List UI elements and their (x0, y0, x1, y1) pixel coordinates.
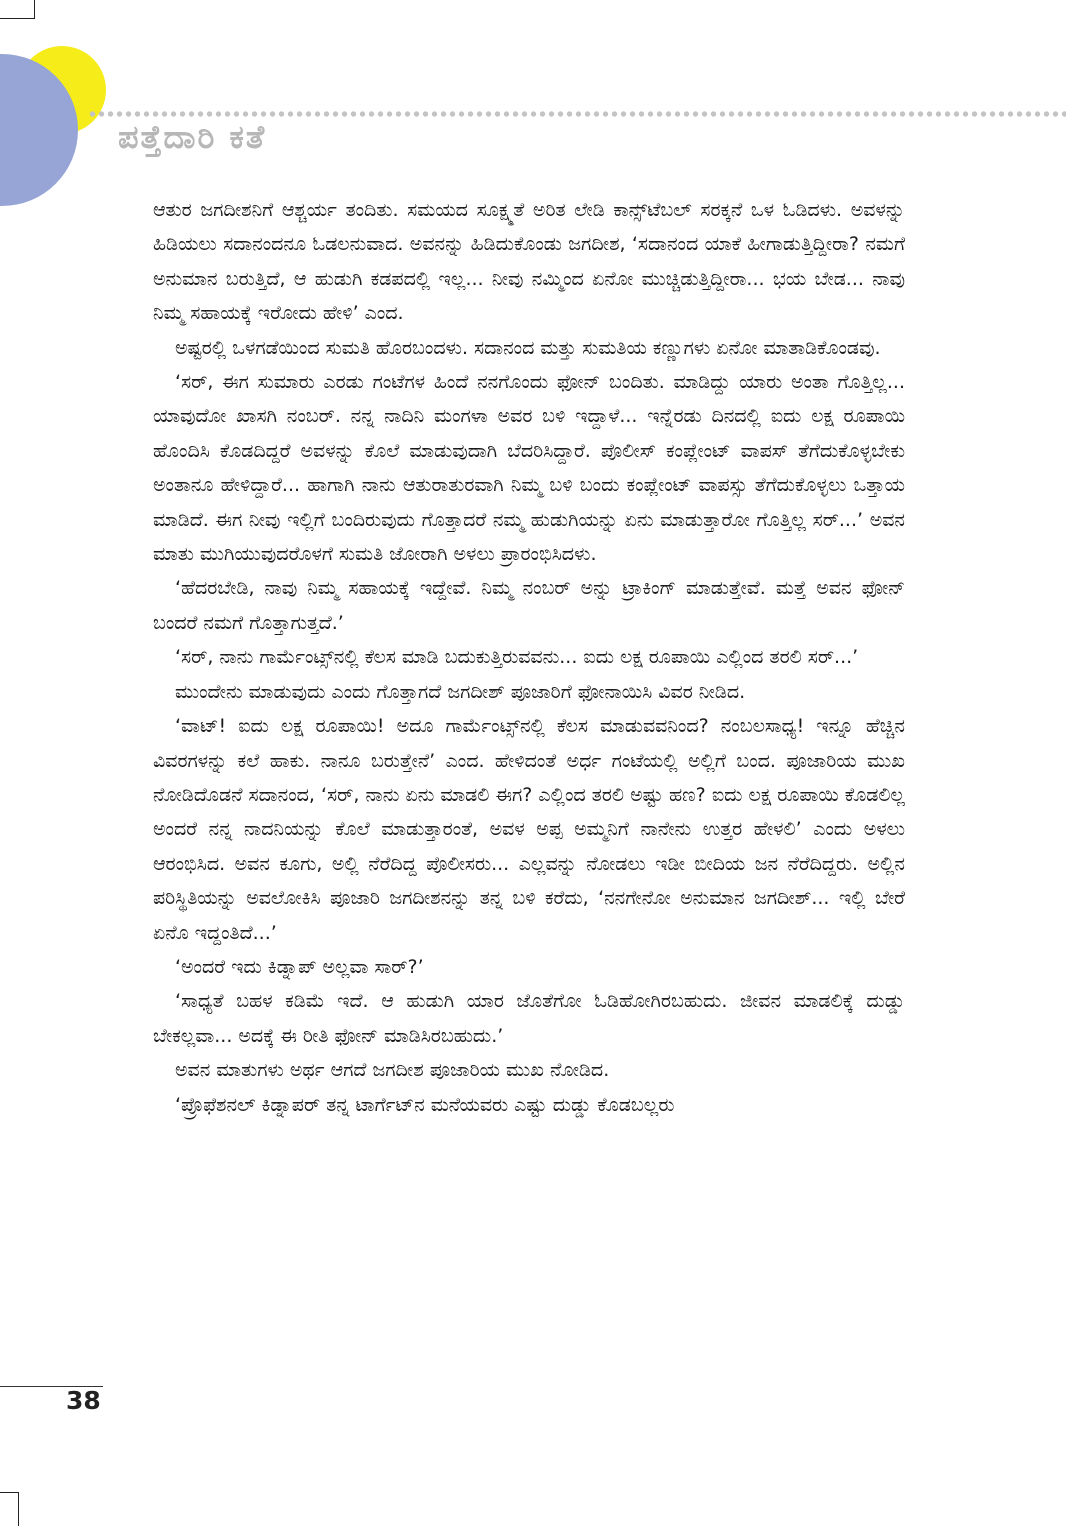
page-number: 38 (66, 1386, 101, 1415)
paragraph: ಆತುರ ಜಗದೀಶನಿಗೆ ಆಶ್ಚರ್ಯ ತಂದಿತು. ಸಮಯದ ಸೂಕ್ಷ್ಮತೆ ಅರಿತ ಲೇಡಿ ಕಾನ್ಸ್‌ಟೆಬಲ್ ಸರಕ್ಕನೆ ಒಳ ಓಡಿದಳು. ಅವಳನ್ನು ಹಿಡಿಯಲು ಸದಾನಂದನೂ ಓಡಲನುವಾದ. ಅವನನ್ನು ಹಿಡಿದುಕೊಂಡು ಜಗದೀಶ, ‘ಸದಾನಂದ ಯಾಕೆ ಹೀಗಾಡುತ್ತಿದ್ದೀರಾ? ನಮಗೆ ಅನುಮಾನ ಬರುತ್ತಿದೆ, ಆ ಹುಡುಗಿ ಕಡಪದಲ್ಲಿ ಇಲ್ಲ... ನೀವು ನಮ್ಮಿಂದ ಏನೋ ಮುಚ್ಚಿಡುತ್ತಿದ್ದೀರಾ... ಭಯ ಬೇಡ... ನಾವು ನಿಮ್ಮ ಸಹಾಯಕ್ಕೆ ಇರೋದು ಹೇಳಿ’ ಎಂದ. (153, 199, 905, 325)
paragraph: ‘ಸಾಧ್ಯತೆ ಬಹಳ ಕಡಿಮೆ ಇದೆ. ಆ ಹುಡುಗಿ ಯಾರ ಜೊತೆಗೋ ಓಡಿಹೋಗಿರಬಹುದು. ಜೀವನ ಮಾಡಲಿಕ್ಕೆ ದುಡ್ಡು ಬೇಕಲ್ಲವಾ... ಅದಕ್ಕೆ ಈ ರೀತಿ ಫೋನ್ ಮಾಡಿಸಿರಬಹುದು.’ (153, 990, 905, 1047)
paragraph: ‘ಅಂದರೆ ಇದು ಕಿಡ್ನಾಪ್ ಅಲ್ಲವಾ ಸಾರ್?’ (175, 955, 424, 978)
paragraph: ಮುಂದೇನು ಮಾಡುವುದು ಎಂದು ಗೊತ್ತಾಗದೆ ಜಗದೀಶ್ ಪೂಜಾರಿಗೆ ಫೋನಾಯಿಸಿ ವಿವರ ನೀಡಿದ. (175, 680, 746, 703)
crop-mark-bottom-left (0, 1492, 19, 1526)
paragraph: ‘ಸರ್, ಈಗ ಸುಮಾರು ಎರಡು ಗಂಟೆಗಳ ಹಿಂದೆ ನನಗೊಂದು ಫೋನ್ ಬಂದಿತು. ಮಾಡಿದ್ದು ಯಾರು ಅಂತಾ ಗೊತ್ತಿಲ್ಲ... ಯಾವುದೋ ಖಾಸಗಿ ನಂಬರ್. ನನ್ನ ನಾದಿನಿ ಮಂಗಳಾ ಅವರ ಬಳಿ ಇದ್ದಾಳೆ... ಇನ್ನೆರಡು ದಿನದಲ್ಲಿ ಐದು ಲಕ್ಷ ರೂಪಾಯಿ ಹೊಂದಿಸಿ ಕೊಡದಿದ್ದರೆ ಅವಳನ್ನು ಕೊಲೆ ಮಾಡುವುದಾಗಿ ಬೆದರಿಸಿದ್ದಾರೆ. ಪೊಲೀಸ್ ಕಂಪ್ಲೇಂಟ್ ವಾಪಸ್ ತೆಗೆದುಕೊಳ್ಳಬೇಕು ಅಂತಾನೂ ಹೇಳಿದ್ದಾರೆ... ಹಾಗಾಗಿ ನಾನು ಆತುರಾತುರವಾಗಿ ನಿಮ್ಮ ಬಳಿ ಬಂದು ಕಂಪ್ಲೇಂಟ್ ವಾಪಸ್ಸು ತೆಗೆದುಕೊಳ್ಳಲು ಒತ್ತಾಯ ಮಾಡಿದೆ. ಈಗ ನೀವು ಇಲ್ಲಿಗೆ ಬಂದಿರುವುದು ಗೊತ್ತಾದರೆ ನಮ್ಮ ಹುಡುಗಿಯನ್ನು ಏನು ಮಾಡುತ್ತಾರೋ ಗೊತ್ತಿಲ್ಲ ಸರ್...’ ಅವನ ಮಾತು ಮುಗಿಯುವುದರೊಳಗೆ ಸುಮತಿ ಜೋರಾಗಿ ಅಳಲು ಪ್ರಾರಂಭಿಸಿದಳು. (153, 371, 905, 566)
paragraph: ಅಷ್ಟರಲ್ಲಿ ಒಳಗಡೆಯಿಂದ ಸುಮತಿ ಹೊರಬಂದಳು. ಸದಾನಂದ ಮತ್ತು ಸುಮತಿಯ ಕಣ್ಣುಗಳು ಏನೋ ಮಾತಾಡಿಕೊಂಡವು. (175, 336, 881, 359)
crop-mark-top-left (0, 0, 35, 19)
paragraph: ‘ಪ್ರೊಫೆಶನಲ್ ಕಿಡ್ನಾಪರ್ ತನ್ನ ಟಾರ್ಗೆಟ್‌ನ ಮನೆಯವರು ಎಷ್ಟು ದುಡ್ಡು ಕೊಡಬಲ್ಲರು (175, 1093, 675, 1116)
paragraph: ‘ಸರ್, ನಾನು ಗಾರ್ಮೆಂಟ್ಸ್‌ನಲ್ಲಿ ಕೆಲಸ ಮಾಡಿ ಬದುಕುತ್ತಿರುವವನು... ಐದು ಲಕ್ಷ ರೂಪಾಯಿ ಎಲ್ಲಿಂದ ತರಲಿ ಸರ್...’ (175, 646, 859, 669)
article-body (153, 193, 905, 1122)
paragraph: ‘ಹೆದರಬೇಡಿ, ನಾವು ನಿಮ್ಮ ಸಹಾಯಕ್ಕೆ ಇದ್ದೇವೆ. ನಿಮ್ಮ ನಂಬರ್ ಅನ್ನು ಟ್ರಾಕಿಂಗ್ ಮಾಡುತ್ತೇವೆ. ಮತ್ತೆ ಅವನ ಫೋನ್ ಬಂದರೆ ನಮಗೆ ಗೊತ್ತಾಗುತ್ತದೆ.’ (153, 577, 905, 634)
section-title: ಪತ್ತೆದಾರಿ ಕತೆ (118, 118, 267, 156)
dotted-header-rule (88, 110, 1066, 118)
paragraph: ಅವನ ಮಾತುಗಳು ಅರ್ಥ ಆಗದೆ ಜಗದೀಶ ಪೂಜಾರಿಯ ಮುಖ ನೋಡಿದ. (175, 1059, 610, 1082)
paragraph: ‘ವಾಟ್! ಐದು ಲಕ್ಷ ರೂಪಾಯಿ! ಅದೂ ಗಾರ್ಮೆಂಟ್ಸ್‌ನಲ್ಲಿ ಕೆಲಸ ಮಾಡುವವನಿಂದ? ನಂಬಲಸಾಧ್ಯ! ಇನ್ನೂ ಹೆಚ್ಚಿನ ವಿವರಗಳನ್ನು ಕಲೆ ಹಾಕು. ನಾನೂ ಬರುತ್ತೇನೆ’ ಎಂದ. ಹೇಳಿದಂತೆ ಅರ್ಧ ಗಂಟೆಯಲ್ಲಿ ಅಲ್ಲಿಗೆ ಬಂದ. ಪೂಜಾರಿಯ ಮುಖ ನೋಡಿದೊಡನೆ ಸದಾನಂದ, ‘ಸರ್, ನಾನು ಏನು ಮಾಡಲಿ ಈಗ? ಎಲ್ಲಿಂದ ತರಲಿ ಅಷ್ಟು ಹಣ? ಐದು ಲಕ್ಷ ರೂಪಾಯಿ ಕೊಡಲಿಲ್ಲ ಅಂದರೆ ನನ್ನ ನಾದನಿಯನ್ನು ಕೊಲೆ ಮಾಡುತ್ತಾರಂತೆ, ಅವಳ ಅಪ್ಪ ಅಮ್ಮನಿಗೆ ನಾನೇನು ಉತ್ತರ ಹೇಳಲಿ’ ಎಂದು ಅಳಲು ಆರಂಭಿಸಿದ. ಅವನ ಕೂಗು, ಅಲ್ಲಿ ನೆರೆದಿದ್ದ ಪೊಲೀಸರು... ಎಲ್ಲವನ್ನು ನೋಡಲು ಇಡೀ ಬೀದಿಯ ಜನ ನೆರೆದಿದ್ದರು. ಅಲ್ಲಿನ ಪರಿಸ್ಥಿತಿಯನ್ನು ಅವಲೋಕಿಸಿ ಪೂಜಾರಿ ಜಗದೀಶನನ್ನು ತನ್ನ ಬಳಿ ಕರೆದು, ‘ನನಗೇನೋ ಅನುಮಾನ ಜಗದೀಶ್... ಇಲ್ಲಿ ಬೇರೆ ಏನೊ ಇದ್ದಂತಿದೆ...’ (153, 715, 905, 944)
